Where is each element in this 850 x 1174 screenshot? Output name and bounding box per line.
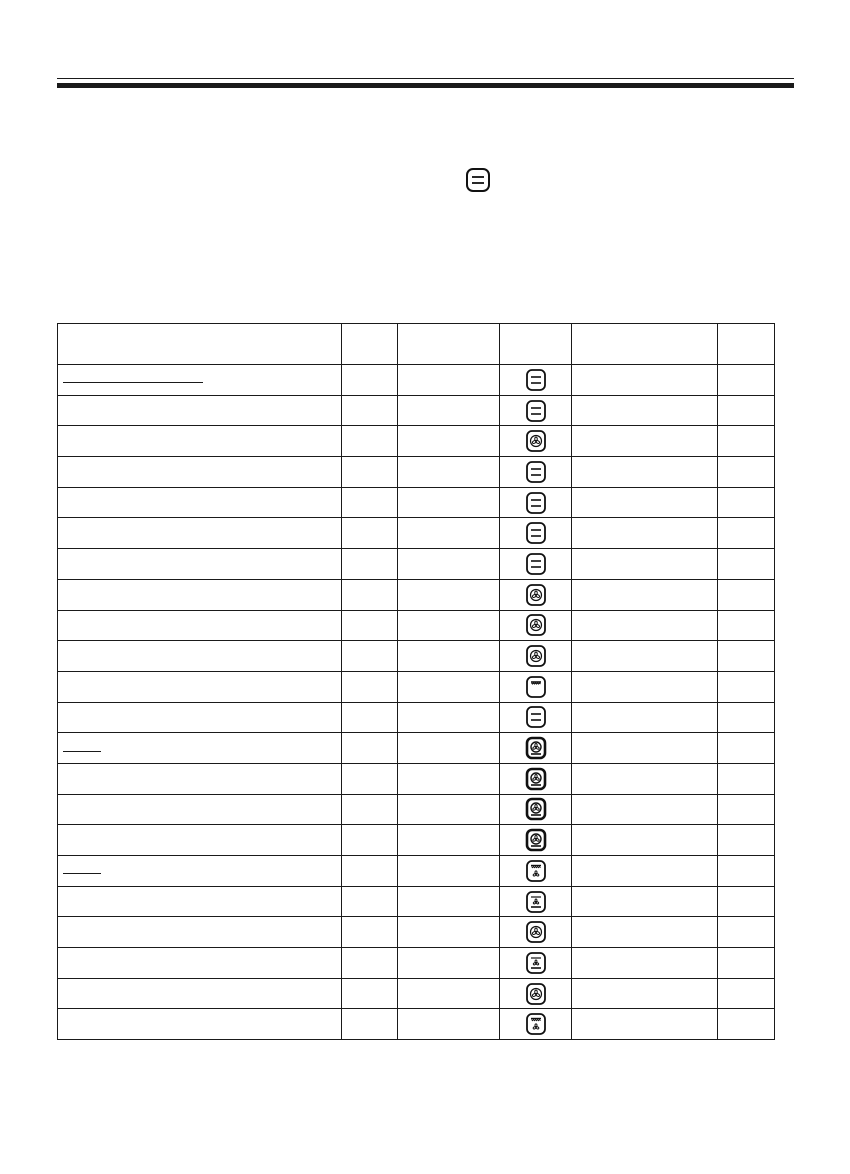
- fan-bottom-element-icon: [525, 890, 547, 914]
- table-row: [58, 610, 775, 641]
- dish-cell: [58, 763, 342, 794]
- table-cell: [342, 549, 398, 580]
- header-rule-thin: [57, 78, 794, 79]
- dish-cell: [58, 978, 342, 1009]
- dish-cell: [58, 886, 342, 917]
- table-cell: [718, 610, 775, 641]
- dish-cell: [58, 856, 342, 887]
- column-header: [718, 324, 775, 365]
- table-cell: [718, 794, 775, 825]
- function-cell: [500, 856, 572, 887]
- table-cell: [342, 856, 398, 887]
- table-cell: [572, 579, 718, 610]
- fan-grill-icon: [525, 1012, 547, 1036]
- table-cell: [398, 702, 500, 733]
- header-rule-thick: [57, 83, 794, 88]
- table-cell: [718, 365, 775, 396]
- table-cell: [572, 794, 718, 825]
- dish-cell: [58, 457, 342, 488]
- table-cell: [572, 365, 718, 396]
- column-header: [58, 324, 342, 365]
- table-cell: [572, 426, 718, 457]
- table-cell: [572, 610, 718, 641]
- table-cell: [342, 763, 398, 794]
- dish-cell: [58, 610, 342, 641]
- cooking-table: [57, 323, 775, 1040]
- conventional-heating-icon: [525, 705, 547, 729]
- table-cell: [398, 917, 500, 948]
- conventional-heating-icon: [525, 521, 547, 545]
- table-row: [58, 1009, 775, 1040]
- table-cell: [572, 671, 718, 702]
- table-cell: [718, 733, 775, 764]
- column-header: [572, 324, 718, 365]
- table-cell: [572, 702, 718, 733]
- function-cell: [500, 518, 572, 549]
- function-cell: [500, 365, 572, 396]
- function-cell: [500, 825, 572, 856]
- function-cell: [500, 395, 572, 426]
- fan-grill-icon: [525, 859, 547, 883]
- table-row: [58, 579, 775, 610]
- function-cell: [500, 1009, 572, 1040]
- table-body: [58, 365, 775, 1040]
- table-cell: [398, 395, 500, 426]
- dish-underline: [63, 751, 101, 752]
- table-row: [58, 457, 775, 488]
- dish-cell: [58, 487, 342, 518]
- top-grill-icon: [525, 675, 547, 699]
- table-cell: [718, 948, 775, 979]
- table-cell: [398, 733, 500, 764]
- table-cell: [342, 733, 398, 764]
- table-cell: [398, 487, 500, 518]
- table-cell: [572, 395, 718, 426]
- table-row: [58, 948, 775, 979]
- table-row: [58, 978, 775, 1009]
- table-cell: [398, 518, 500, 549]
- dish-cell: [58, 794, 342, 825]
- table-cell: [342, 457, 398, 488]
- table-row: [58, 886, 775, 917]
- table-row: [58, 733, 775, 764]
- table-cell: [398, 1009, 500, 1040]
- table-row: [58, 487, 775, 518]
- table-header-row: [58, 324, 775, 365]
- conventional-heating-icon: [465, 167, 491, 193]
- conventional-heating-icon: [525, 552, 547, 576]
- function-cell: [500, 702, 572, 733]
- fan-heating-icon: [525, 583, 547, 607]
- function-cell: [500, 794, 572, 825]
- table-cell: [342, 825, 398, 856]
- dish-cell: [58, 917, 342, 948]
- table-cell: [718, 457, 775, 488]
- table-cell: [342, 487, 398, 518]
- dish-cell: [58, 579, 342, 610]
- table-row: [58, 763, 775, 794]
- table-cell: [572, 733, 718, 764]
- table-row: [58, 426, 775, 457]
- fan-heating-icon: [525, 982, 547, 1006]
- table-cell: [718, 886, 775, 917]
- table-cell: [398, 978, 500, 1009]
- table-cell: [398, 794, 500, 825]
- dish-cell: [58, 549, 342, 580]
- table-cell: [718, 1009, 775, 1040]
- table-cell: [718, 487, 775, 518]
- function-cell: [500, 948, 572, 979]
- table-cell: [718, 426, 775, 457]
- table-row: [58, 518, 775, 549]
- dish-cell: [58, 365, 342, 396]
- table-cell: [718, 917, 775, 948]
- dish-cell: [58, 733, 342, 764]
- table-cell: [718, 763, 775, 794]
- table-cell: [572, 763, 718, 794]
- table-cell: [398, 579, 500, 610]
- table-cell: [342, 641, 398, 672]
- table-cell: [718, 702, 775, 733]
- table-row: [58, 917, 775, 948]
- dish-underline: [63, 382, 203, 383]
- table-cell: [398, 426, 500, 457]
- conventional-heating-icon: [525, 368, 547, 392]
- dish-cell: [58, 671, 342, 702]
- table-cell: [342, 579, 398, 610]
- table-cell: [572, 1009, 718, 1040]
- function-cell: [500, 671, 572, 702]
- table-cell: [342, 917, 398, 948]
- table-cell: [342, 886, 398, 917]
- table-cell: [572, 825, 718, 856]
- fan-heating-icon: [525, 644, 547, 668]
- dish-underline: [63, 873, 101, 874]
- table-cell: [342, 426, 398, 457]
- table-cell: [718, 641, 775, 672]
- fan-bottom-heat-icon: [525, 767, 547, 791]
- function-cell: [500, 978, 572, 1009]
- table-cell: [572, 549, 718, 580]
- table-cell: [342, 794, 398, 825]
- table-cell: [572, 457, 718, 488]
- table-cell: [342, 365, 398, 396]
- function-cell: [500, 733, 572, 764]
- function-cell: [500, 549, 572, 580]
- table-cell: [572, 518, 718, 549]
- table-cell: [342, 1009, 398, 1040]
- table-cell: [718, 518, 775, 549]
- dish-cell: [58, 1009, 342, 1040]
- dish-cell: [58, 426, 342, 457]
- fan-bottom-heat-icon: [525, 828, 547, 852]
- table-cell: [398, 365, 500, 396]
- function-cell: [500, 610, 572, 641]
- table-cell: [398, 457, 500, 488]
- dish-cell: [58, 702, 342, 733]
- function-cell: [500, 917, 572, 948]
- conventional-heating-icon: [525, 460, 547, 484]
- table-row: [58, 671, 775, 702]
- table-cell: [398, 549, 500, 580]
- fan-bottom-heat-icon: [525, 797, 547, 821]
- table-cell: [398, 948, 500, 979]
- table-cell: [718, 671, 775, 702]
- column-header: [398, 324, 500, 365]
- table-cell: [342, 702, 398, 733]
- table-row: [58, 794, 775, 825]
- table-cell: [572, 487, 718, 518]
- table-cell: [718, 825, 775, 856]
- table-cell: [398, 641, 500, 672]
- fan-heating-icon: [525, 429, 547, 453]
- function-cell: [500, 457, 572, 488]
- function-cell: [500, 487, 572, 518]
- table-row: [58, 825, 775, 856]
- function-cell: [500, 641, 572, 672]
- table-cell: [572, 978, 718, 1009]
- dish-cell: [58, 395, 342, 426]
- table-cell: [342, 978, 398, 1009]
- function-cell: [500, 579, 572, 610]
- table-cell: [398, 825, 500, 856]
- table-cell: [342, 395, 398, 426]
- table-row: [58, 702, 775, 733]
- table-row: [58, 395, 775, 426]
- table-cell: [718, 856, 775, 887]
- table-row: [58, 856, 775, 887]
- table-cell: [398, 610, 500, 641]
- dish-cell: [58, 948, 342, 979]
- function-cell: [500, 763, 572, 794]
- fan-bottom-heat-icon: [525, 736, 547, 760]
- column-header: [342, 324, 398, 365]
- table-cell: [398, 763, 500, 794]
- table-row: [58, 365, 775, 396]
- table-cell: [342, 518, 398, 549]
- table-cell: [342, 671, 398, 702]
- table-cell: [398, 671, 500, 702]
- dish-cell: [58, 825, 342, 856]
- table-cell: [398, 856, 500, 887]
- function-cell: [500, 886, 572, 917]
- table-cell: [572, 641, 718, 672]
- table-cell: [342, 948, 398, 979]
- table-cell: [718, 395, 775, 426]
- table-cell: [572, 948, 718, 979]
- dish-cell: [58, 518, 342, 549]
- dish-cell: [58, 641, 342, 672]
- table-cell: [342, 610, 398, 641]
- table-cell: [718, 549, 775, 580]
- table-row: [58, 641, 775, 672]
- table-cell: [572, 856, 718, 887]
- conventional-heating-icon: [525, 491, 547, 515]
- function-cell: [500, 426, 572, 457]
- table-cell: [718, 579, 775, 610]
- conventional-heating-icon: [525, 399, 547, 423]
- fan-heating-icon: [525, 920, 547, 944]
- fan-bottom-element-icon: [525, 951, 547, 975]
- fan-heating-icon: [525, 613, 547, 637]
- table-cell: [718, 978, 775, 1009]
- table-cell: [572, 917, 718, 948]
- table-row: [58, 549, 775, 580]
- table-cell: [398, 886, 500, 917]
- column-header: [500, 324, 572, 365]
- table-cell: [572, 886, 718, 917]
